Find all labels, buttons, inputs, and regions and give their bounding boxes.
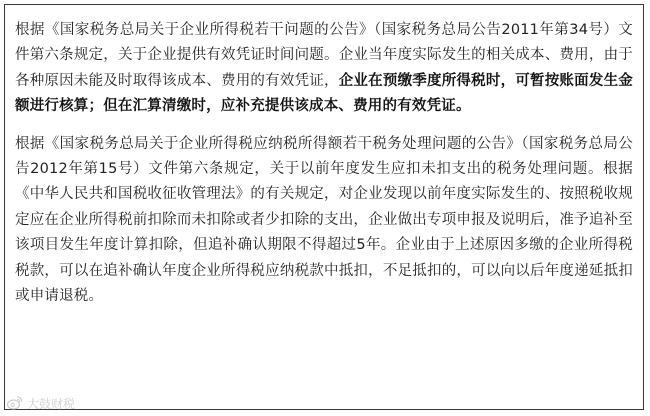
paragraph-1-bold-text: 企业在预缴季度所得税时，可暂按账面发生金额进行核算；但在汇算清缴时，应补充提供该成本、费用的有效凭证。 bbox=[15, 72, 633, 115]
paragraph-1 bbox=[15, 18, 633, 120]
paragraph-1-text: 根据《国家税务总局关于企业所得税若干问题的公告》（国家税务总局公告2011年第34号）文件第六条规定，关于企业提供有效凭证时间问题。企业当年度实际发生的相关成本、费用，由于各种原因未能及时取得该成本、费用的有效凭证， bbox=[15, 22, 633, 89]
document-box bbox=[4, 4, 644, 410]
watermark-text: 大鼓财税 bbox=[27, 396, 76, 411]
paragraph-2-text: 根据《国家税务总局关于企业所得税应纳税所得额若干税务处理问题的公告》（国家税务总局公告2012年第15号）文件第六条规定，关于以前年度发生应扣未扣支出的税务处理问题。根据《中华人民共和国税收征收管理法》的有关规定，对企业发现以前年度实际发生的、按照税收规定应在企业所得税前扣除而未扣除或者少扣除的支出，企业做出专项申报及说明后，准予追补至该项目发生年度计算扣除，但追补确认期限不得超过5年。企业由于上述原因多缴的企业所得税税款，可以在追补确认年度企业所得税应纳税款中抵扣，不足抵扣的，可以向以后年度递延抵扣或申请退税。 bbox=[15, 135, 633, 305]
paragraph-2 bbox=[15, 132, 633, 310]
watermark bbox=[6, 394, 75, 412]
weibo-icon bbox=[6, 394, 24, 412]
